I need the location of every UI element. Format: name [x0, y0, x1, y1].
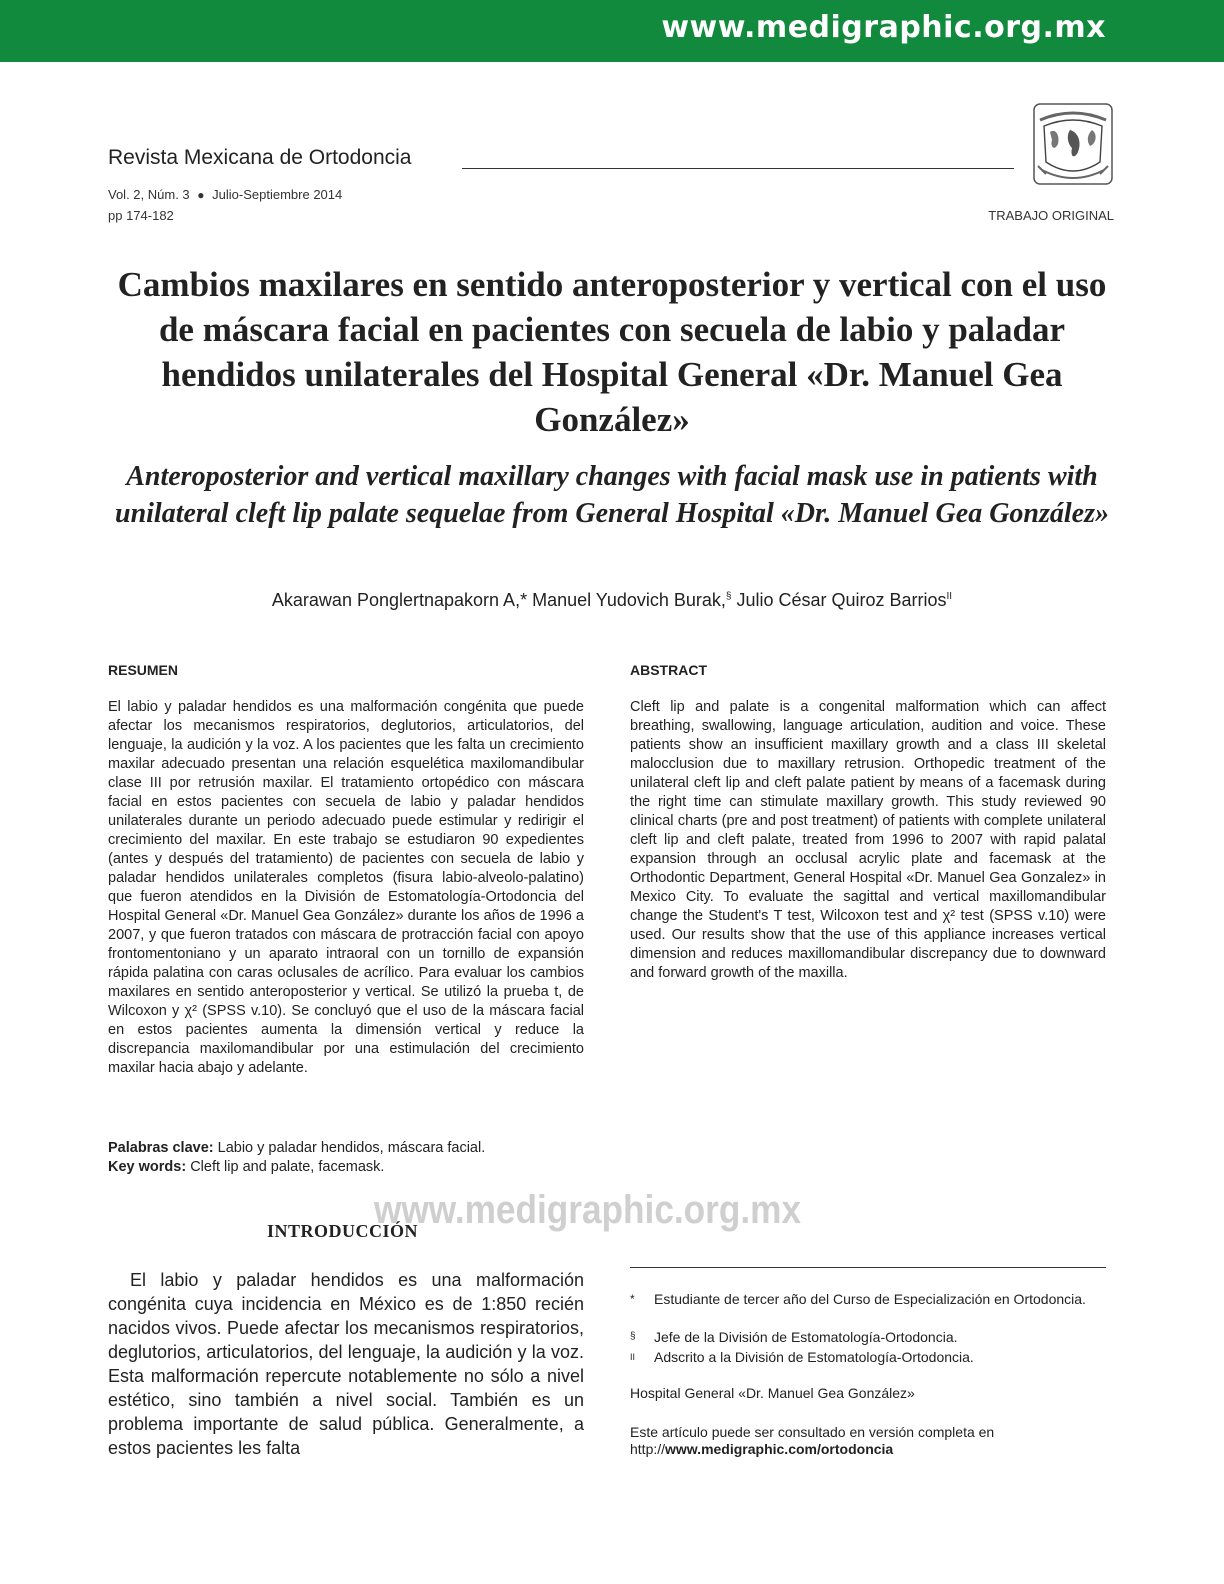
- consult-note: [630, 1424, 1106, 1458]
- banner-url-link[interactable]: www.medigraphic.org.mx: [661, 10, 1106, 45]
- keywords-spanish-label: Palabras clave:: [108, 1140, 214, 1156]
- author-3-mark: II: [946, 591, 953, 602]
- author-1: Akarawan Ponglertnapakorn A,: [271, 590, 521, 610]
- footnote-2: [630, 1328, 1106, 1346]
- footnote-3: [630, 1348, 1106, 1366]
- article-type: TRABAJO ORIGINAL: [988, 208, 1114, 223]
- bullet-icon: ●: [197, 188, 205, 202]
- issue-date: Julio-Septiembre 2014: [212, 187, 343, 202]
- journal-rule: [462, 168, 1014, 169]
- title-spanish: Cambios maxilares en sentido anteroposterior y vertical con el uso de máscara facial en pacientes con secuela de labio y paladar hendidos unilaterales del Hospital General «Dr. Manuel Gea González»: [117, 265, 1107, 439]
- resumen-text: El labio y paladar hendidos es una malformación congénita que puede afectar los mecanismos respiratorios, deglutorios, articulatorios, del lenguaje, la audición y la voz. A los pacientes que les falta un crecimiento maxilar adecuado presentan una relación esquelética maxilomandibular clase III por retrusión maxilar. El tratamiento ortopédico con máscara facial en estos pacientes con secuela de labio y paladar hendidos unilaterales durante un periodo adecuado puede estimular y redirigir el crecimiento del maxilar. En este trabajo se estudiaron 90 expedientes (antes y después del tratamiento) de pacientes con secuela de labio y paladar hendidos unilaterales completos (fisura labio-alveolo-palatino) que fueron atendidos en la División de Estomatología-Ortodoncia del Hospital General «Dr. Manuel Gea González» durante los años de 1996 a 2007, y que fueron tratados con máscara de protracción facial con apoyo frontomentoniano y un aparato intraoral con un tornillo de expansión rápida palatina con caras oclusales de acrílico. Para evaluar los cambios maxilares en sentido anteroposterior y vertical. Se utilizó la prueba t, de Wilcoxon y χ² (SPSS v.10). Se concluyó que el uso de la máscara facial en estos pacientes aumenta la dimensión vertical y reduce la discrepancia maxilomandibular por una estimulación del crecimiento maxilar hacia abajo y adelante.: [108, 699, 584, 1076]
- resumen-heading: RESUMEN: [108, 662, 179, 678]
- volume-info: [108, 187, 342, 202]
- footnote-rule: [630, 1267, 1106, 1268]
- keywords-english-value: Cleft lip and palate, facemask.: [186, 1159, 385, 1175]
- introduccion-heading: INTRODUCCIÓN: [267, 1221, 419, 1241]
- author-1-mark: *: [520, 590, 528, 610]
- footnote-2-text: Jefe de la División de Estomatología-Ortodoncia.: [654, 1329, 958, 1345]
- abstract-heading: ABSTRACT: [630, 662, 707, 678]
- consult-line: Este artículo puede ser consultado en versión completa en: [630, 1424, 995, 1440]
- author-3: Julio César Quiroz Barrios: [731, 590, 947, 610]
- title-english: Anteroposterior and vertical maxillary changes with facial mask use in patients with unilateral cleft lip palate sequelae from General Hospital «Dr. Manuel Gea González»: [115, 461, 1109, 529]
- footnote-3-text: Adscrito a la División de Estomatología-Ortodoncia.: [654, 1349, 974, 1365]
- page-range: pp 174-182: [108, 208, 174, 223]
- keywords-spanish-value: Labio y paladar hendidos, máscara facial.: [213, 1140, 486, 1156]
- footnote-1-mark: *: [630, 1292, 635, 1306]
- abstract-text: Cleft lip and palate is a congenital malformation which can affect breathing, swallowing, language articulation, audition and voice. These patients show an insufficient maxillary growth and a class III skeletal malocclusion due to maxillary retrusion. Orthopedic treatment of the unilateral cleft lip and cleft palate patient by means of a facemask during the right time can stimulate maxillary growth. This study reviewed 90 clinical charts (pre and post treatment) of patients with complete unilateral cleft lip and cleft palate, treated from 1996 to 2007 with rapid palatal expansion through an occlusal acrylic plate and facemask at the Orthodontic Department, General Hospital «Dr. Manuel Gea Gonzalez» in Mexico City. To evaluate the sagittal and vertical maxillomandibular change the Student's T test, Wilcoxon test and χ² test (SPSS v.10) were used. Our results show that the use of this appliance increases vertical dimension and reduces maxillomandibular discrepancy due to downward and forward growth of the maxilla.: [630, 699, 1106, 981]
- keywords-english: [108, 1158, 384, 1177]
- keywords-spanish: [108, 1139, 485, 1158]
- consult-url-link[interactable]: www.medigraphic.com/ortodoncia: [665, 1441, 894, 1457]
- unam-seal-icon: [1030, 100, 1116, 188]
- watermark: www.medigraphic.org.mx: [374, 1188, 802, 1232]
- introduccion-text: El labio y paladar hendidos es una malformación congénita cuya incidencia en México es de 1:850 recién nacidos vivos. Puede afectar los mecanismos respiratorios, deglutorios, articulatorios, del lenguaje, la audición y la voz. Esta malformación repercute notablemente no sólo a nivel estético, sino también a nivel social. También es un problema importante de salud pública. Generalmente, a estos pacientes les falta: [108, 1270, 584, 1458]
- volume-number: Vol. 2, Núm. 3: [108, 187, 190, 202]
- keywords-english-label: Key words:: [108, 1159, 187, 1175]
- footnote-1-text: Estudiante de tercer año del Curso de Especialización en Ortodoncia.: [654, 1291, 1086, 1307]
- footnote-3-mark: II: [630, 1352, 636, 1362]
- author-2-mark: §: [725, 591, 732, 602]
- footnote-2-mark: §: [630, 1331, 636, 1342]
- consult-url-prefix: http://: [630, 1441, 666, 1457]
- footnote-1: [630, 1290, 1106, 1308]
- authors-line: [100, 590, 1124, 611]
- affiliation: Hospital General «Dr. Manuel Gea González»: [630, 1385, 915, 1401]
- journal-name: Revista Mexicana de Ortodoncia: [108, 146, 412, 169]
- author-2: Manuel Yudovich Burak,: [527, 590, 726, 610]
- top-banner: [0, 0, 1224, 62]
